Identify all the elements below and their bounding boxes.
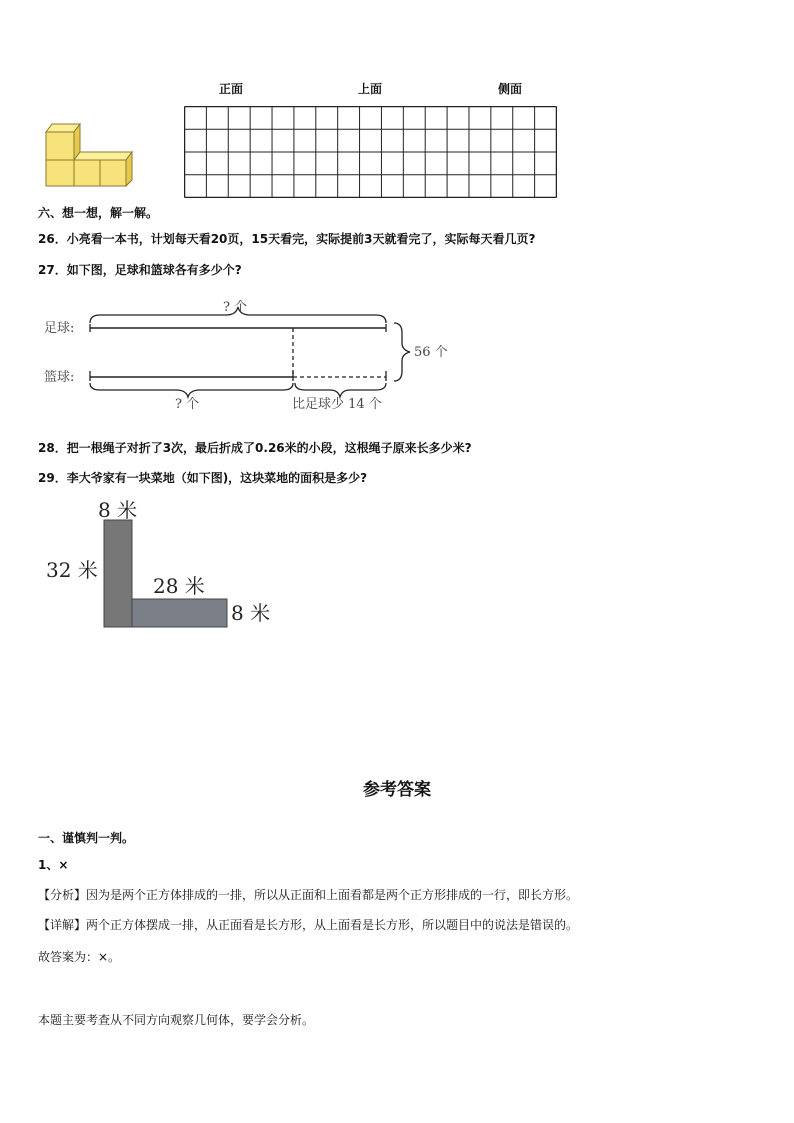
question-26: 26．小亮看一本书，计划每天看20页，15天看完，实际提前3天就看完了，实际每天看几页? <box>38 232 536 246</box>
bottom-width-label: 8 米 <box>231 601 271 625</box>
bottom-length-label: 28 米 <box>153 574 205 598</box>
football-label: 足球: <box>44 321 75 336</box>
football-count-unknown: ? 个 <box>223 300 248 315</box>
side-view-label: 侧面 <box>498 82 523 96</box>
question-27: 27．如下图，足球和篮球各有多少个? <box>38 263 242 277</box>
drawing-grid[interactable] <box>184 106 557 198</box>
l-shaped-field-figure <box>40 495 290 635</box>
front-view-label: 正面 <box>219 82 244 96</box>
answer-1-number: 1、× <box>38 858 69 872</box>
basketball-label: 篮球: <box>44 370 75 385</box>
answer-1-detail: 【详解】两个正方体摆成一排，从正面看是长方形，从上面看是长方形，所以题目中的说法是错误的。 <box>38 918 579 932</box>
answer-title: 参考答案 <box>363 780 431 800</box>
cube-figure <box>42 118 137 188</box>
height-label: 32 米 <box>46 558 98 582</box>
ball-segment-diagram <box>40 295 470 420</box>
answer-1-result: 故答案为：×。 <box>38 950 121 964</box>
question-28: 28．把一根绳子对折了3次，最后折成了0.26米的小段，这根绳子原来长多少米? <box>38 441 472 455</box>
answer-1-summary: 本题主要考查从不同方向观察几何体，要学会分析。 <box>38 1013 315 1027</box>
answer-1-analysis: 【分析】因为是两个正方体排成的一排，所以从正面和上面看都是两个正方形排成的一行，即长方形。 <box>38 888 579 902</box>
difference-label: 比足球少 14 个 <box>292 397 382 412</box>
basketball-count-unknown: ? 个 <box>175 397 200 412</box>
top-view-label: 上面 <box>358 82 383 96</box>
total-label: 56 个 <box>414 345 448 360</box>
question-29: 29．李大爷家有一块菜地（如下图)，这块菜地的面积是多少? <box>38 471 368 485</box>
section-6-heading: 六、想一想，解一解。 <box>38 206 159 220</box>
top-width-label: 8 米 <box>98 498 138 522</box>
answer-section-1: 一、谨慎判一判。 <box>38 831 135 845</box>
